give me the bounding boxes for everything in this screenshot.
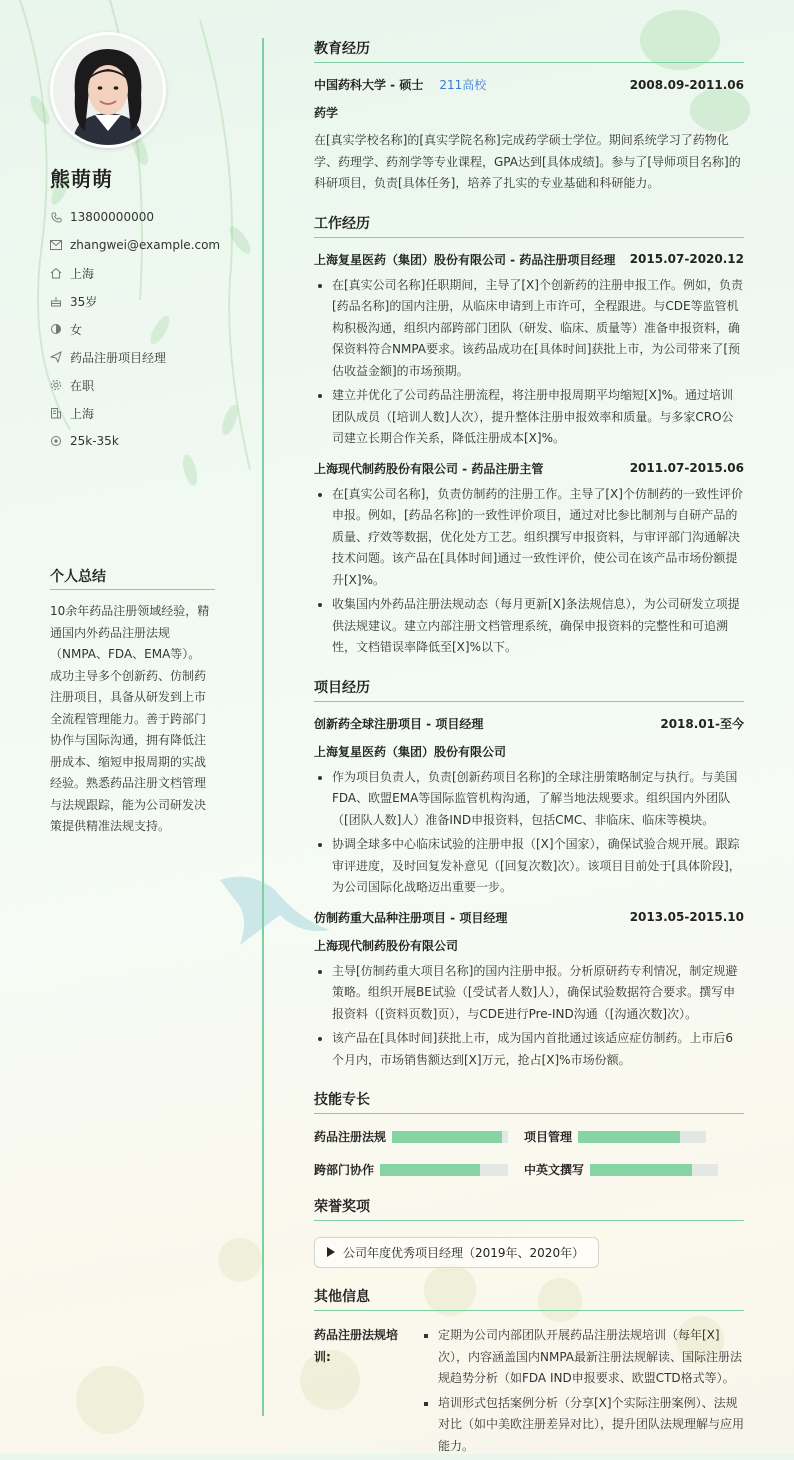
work-bullets bbox=[314, 275, 744, 450]
skill-bar bbox=[380, 1164, 508, 1176]
work-bullet: • 建立并优化了公司药品注册流程，将注册申报周期平均缩短[X]%。通过培训团队成员（[培训人数]人次），提升整体注册申报效率和质量。与多家CRO公司建立长期合作关系，降低注册成本[X]%。 bbox=[332, 385, 744, 450]
work-company: 上海复星医药（集团）股份有限公司 - 药品注册项目经理 bbox=[314, 252, 616, 267]
left-column bbox=[0, 0, 262, 1454]
education-desc: 在[真实学校名称]的[真实学院名称]完成药学硕士学位。期间系统学习了药物化学、药理学、药剂学等专业课程，GPA达到[具体成绩]。参与了[导师项目名称]的科研项目，负责[具体任务]，培养了扎实的专业基础和科研能力。 bbox=[314, 133, 741, 190]
skill-name: 跨部门协作 bbox=[314, 1163, 375, 1177]
summary-text: 10余年药品注册领域经验，精通国内外药品注册法规（NMPA、FDA、EMA等）。成功主导多个创新药、仿制药注册项目，具备从研发到上市全流程管理能力。善于跨部门协作与国际沟通，拥有降低注册成本、缩短申报周期的实战经验。熟悉药品注册文档管理与法规跟踪，能为公司研发决策提供精准法规支持。 bbox=[50, 604, 210, 833]
project-date: 2018.01-至今 bbox=[660, 716, 744, 731]
education-title: 教育经历 bbox=[314, 38, 744, 63]
award-text: 公司年度优秀项目经理（2019年、2020年） bbox=[343, 1246, 585, 1260]
skill-bar-fill bbox=[392, 1131, 502, 1143]
skill-item bbox=[524, 1128, 744, 1145]
skills-section bbox=[314, 1089, 744, 1178]
skill-item bbox=[314, 1161, 524, 1178]
contact-city bbox=[50, 399, 220, 427]
project-bullet: • 主导[仿制药重大项目名称]的国内注册申报。分析原研药专利情况，制定规避策略。组织开展BE试验（[受试者人数]人），确保试验数据符合要求。撰写申报资料（[资料页数]页），与CDE进行Pre-IND沟通（[沟通次数]次）。 bbox=[332, 961, 744, 1026]
project-bullet: • 协调全球多中心临床试验的注册申报（[X]个国家），确保试验合规开展。跟踪审评进度，及时回复发补意见（[回复次数]次）。该项目目前处于[具体阶段]，为公司国际化战略迈出重要一步。 bbox=[332, 834, 744, 899]
contact-position bbox=[50, 343, 220, 371]
triangle-right-icon bbox=[327, 1246, 335, 1260]
coin-icon bbox=[50, 435, 62, 447]
work-bullet: • 在[真实公司名称]任职期间，主导了[X]个创新药的注册申报工作。例如，负责[药品名称]的国内注册，从临床申请到上市许可，全程跟进。与CDE等监管机构积极沟通，组织内部跨部门团队（研发、临床、质量等）准备申报资料，确保资料符合NMPA要求。该药品成功在[具体时间]获批上市，为公司带来了[预估收益金额]的市场预期。 bbox=[332, 275, 744, 383]
work-date: 2015.07-2020.12 bbox=[629, 252, 744, 266]
work-bullet: • 在[真实公司名称]，负责仿制药的注册工作。主导了[X]个仿制药的一致性评价申报。例如，[药品名称]的一致性评价项目，通过对比参比制剂与自研产品的质量、疗效等数据，优化处方工艺。组织撰写申报资料，与审评部门沟通解决技术问题。该产品在[具体时间]通过一致性评价，使公司在该产品市场份额提升[X]%。 bbox=[332, 484, 744, 592]
education-section bbox=[314, 38, 744, 195]
work-company: 上海现代制药股份有限公司 - 药品注册主管 bbox=[314, 461, 544, 476]
skill-bar-fill bbox=[578, 1131, 680, 1143]
contact-status bbox=[50, 371, 220, 399]
other-bullets bbox=[414, 1325, 744, 1460]
project-bullets bbox=[314, 961, 744, 1072]
project-bullet: • 作为项目负责人，负责[创新药项目名称]的全球注册策略制定与执行。与美国FDA、欧盟EMA等国际监管机构沟通，了解当地法规要求。组织国内外团队（[团队人数]人）准备IND申报资料，包括CMC、非临床、临床等模块。 bbox=[332, 767, 744, 832]
skill-bar bbox=[590, 1164, 718, 1176]
contact-gender-value: 女 bbox=[70, 322, 83, 337]
award-item[interactable] bbox=[314, 1237, 599, 1268]
contact-salary bbox=[50, 427, 220, 455]
send-icon bbox=[50, 351, 62, 363]
contact-phone bbox=[50, 203, 220, 231]
building-icon bbox=[50, 407, 62, 419]
skill-item bbox=[524, 1161, 744, 1178]
skill-bar-fill bbox=[590, 1164, 692, 1176]
contact-city-value: 上海 bbox=[70, 406, 95, 421]
project-company: 上海复星医药（集团）股份有限公司 bbox=[314, 744, 507, 759]
contact-list bbox=[50, 203, 220, 455]
contact-age-value: 35岁 bbox=[70, 294, 98, 309]
education-major: 药学 bbox=[314, 106, 339, 120]
education-school: 中国药科大学 - 硕士 bbox=[314, 78, 424, 92]
work-item-header bbox=[314, 251, 744, 268]
project-bullets bbox=[314, 767, 744, 899]
right-column bbox=[314, 38, 744, 1460]
contact-phone-value: 13800000000 bbox=[70, 210, 154, 224]
gender-icon bbox=[50, 323, 62, 335]
other-title: 其他信息 bbox=[314, 1286, 744, 1311]
work-bullet: • 收集国内外药品注册法规动态（每月更新[X]条法规信息），为公司研发立项提供法规建议。建立内部注册文档管理系统，确保申报资料的完整性和可追溯性，文档错误率降低至[X]%以下。 bbox=[332, 594, 744, 659]
contact-status-value: 在职 bbox=[70, 378, 95, 393]
projects-section bbox=[314, 677, 744, 1072]
awards-title: 荣誉奖项 bbox=[314, 1196, 744, 1221]
project-bullet: • 该产品在[具体时间]获批上市，成为国内首批通过该适应症仿制药。上市后6个月内，市场销售额达到[X]万元，抢占[X]%市场份额。 bbox=[332, 1028, 744, 1071]
work-section bbox=[314, 213, 744, 659]
contact-location bbox=[50, 259, 220, 287]
skills-grid bbox=[314, 1128, 744, 1178]
education-date: 2008.09-2011.06 bbox=[629, 77, 744, 92]
work-bullets bbox=[314, 484, 744, 659]
work-item-header bbox=[314, 460, 744, 477]
skill-name: 药品注册法规 bbox=[314, 1130, 387, 1144]
gear-icon bbox=[50, 379, 62, 391]
other-bullet: ▪ 培训形式包括案例分析（分享[X]个实际注册案例）、法规对比（如中美欧注册差异对比），提升团队法规理解与应用能力。 bbox=[438, 1393, 744, 1458]
skill-item bbox=[314, 1128, 524, 1145]
project-header bbox=[314, 715, 744, 732]
skills-title: 技能专长 bbox=[314, 1089, 744, 1114]
education-tag: 211高校 bbox=[439, 78, 487, 92]
project-company: 上海现代制药股份有限公司 bbox=[314, 938, 459, 953]
column-divider bbox=[262, 38, 264, 1416]
project-header bbox=[314, 909, 744, 926]
phone-icon bbox=[50, 211, 62, 223]
project-name: 仿制药重大品种注册项目 - 项目经理 bbox=[314, 910, 508, 925]
mail-icon bbox=[50, 239, 62, 251]
contact-age bbox=[50, 287, 220, 315]
other-bullet: ▪ 定期为公司内部团队开展药品注册法规培训（每年[X]次），内容涵盖国内NMPA最新注册法规解读、国际注册法规趋势分析（如FDA IND申报要求、欧盟CTD格式等）。 bbox=[438, 1325, 744, 1390]
skill-bar bbox=[392, 1131, 508, 1143]
other-item bbox=[314, 1325, 744, 1460]
work-date: 2011.07-2015.06 bbox=[629, 461, 744, 475]
contact-salary-value: 25k-35k bbox=[70, 434, 119, 448]
work-title: 工作经历 bbox=[314, 213, 744, 238]
contact-gender bbox=[50, 315, 220, 343]
skill-name: 中英文撰写 bbox=[524, 1163, 585, 1177]
home-icon bbox=[50, 267, 62, 279]
skill-bar-fill bbox=[380, 1164, 480, 1176]
skill-bar bbox=[578, 1131, 706, 1143]
avatar bbox=[50, 32, 166, 148]
contact-email-value: zhangwei@example.com bbox=[70, 238, 221, 252]
skill-name: 项目管理 bbox=[524, 1130, 573, 1144]
project-name: 创新药全球注册项目 - 项目经理 bbox=[314, 716, 484, 731]
other-section bbox=[314, 1286, 744, 1460]
candidate-name: 熊萌萌 bbox=[50, 167, 113, 191]
education-header bbox=[314, 76, 744, 93]
awards-section bbox=[314, 1196, 744, 1268]
summary-title: 个人总结 bbox=[50, 566, 215, 590]
other-label: 药品注册法规培训: bbox=[314, 1328, 399, 1364]
projects-title: 项目经历 bbox=[314, 677, 744, 702]
contact-location-value: 上海 bbox=[70, 266, 95, 281]
project-date: 2013.05-2015.10 bbox=[629, 910, 744, 924]
contact-position-value: 药品注册项目经理 bbox=[70, 350, 167, 365]
contact-email bbox=[50, 231, 220, 259]
cake-icon bbox=[50, 295, 62, 307]
